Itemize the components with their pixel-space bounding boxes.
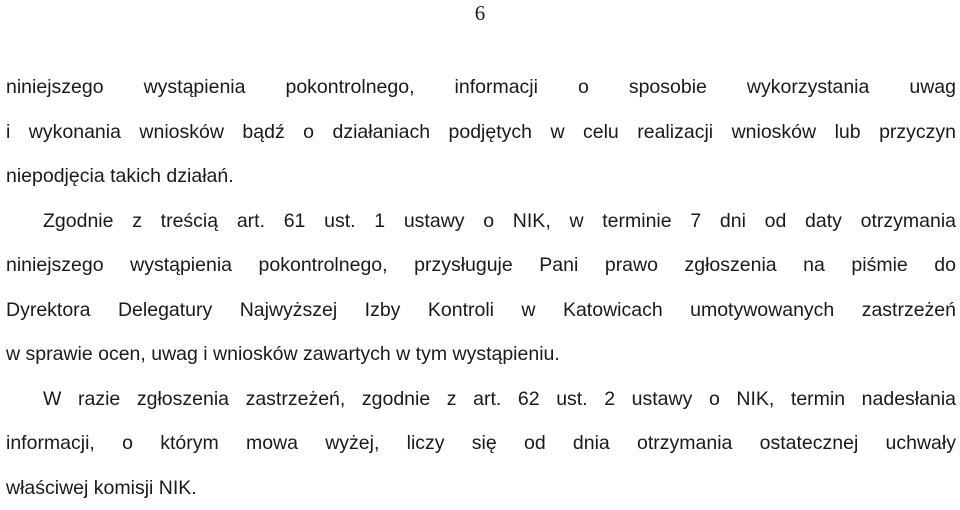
- text-line: w sprawie ocen, uwag i wniosków zawartych w tym wystąpieniu.: [6, 332, 956, 377]
- text-line: właściwej komisji NIK.: [6, 466, 956, 510]
- paragraph-1: [6, 65, 956, 199]
- text-line: Zgodnie z treścią art. 61 ust. 1 ustawy o NIK, w terminie 7 dni od daty otrzymania: [6, 199, 956, 244]
- text-line: Dyrektora Delegatury Najwyższej Izby Kontroli w Katowicach umotywowanych zastrzeżeń: [6, 288, 956, 333]
- paragraph-2: [6, 199, 956, 377]
- text-line: i wykonania wniosków bądź o działaniach podjętych w celu realizacji wniosków lub przyczyn: [6, 110, 956, 155]
- page-number: 6: [0, 0, 960, 26]
- text-line: niniejszego wystąpienia pokontrolnego, informacji o sposobie wykorzystania uwag: [6, 65, 956, 110]
- text-line: niepodjęcia takich działań.: [6, 154, 956, 199]
- paragraph-3: [6, 377, 956, 510]
- text-line: niniejszego wystąpienia pokontrolnego, przysługuje Pani prawo zgłoszenia na piśmie do: [6, 243, 956, 288]
- text-line: informacji, o którym mowa wyżej, liczy się od dnia otrzymania ostatecznej uchwały: [6, 421, 956, 466]
- document-body: [6, 65, 956, 510]
- text-line: W razie zgłoszenia zastrzeżeń, zgodnie z art. 62 ust. 2 ustawy o NIK, termin nadesłania: [6, 377, 956, 422]
